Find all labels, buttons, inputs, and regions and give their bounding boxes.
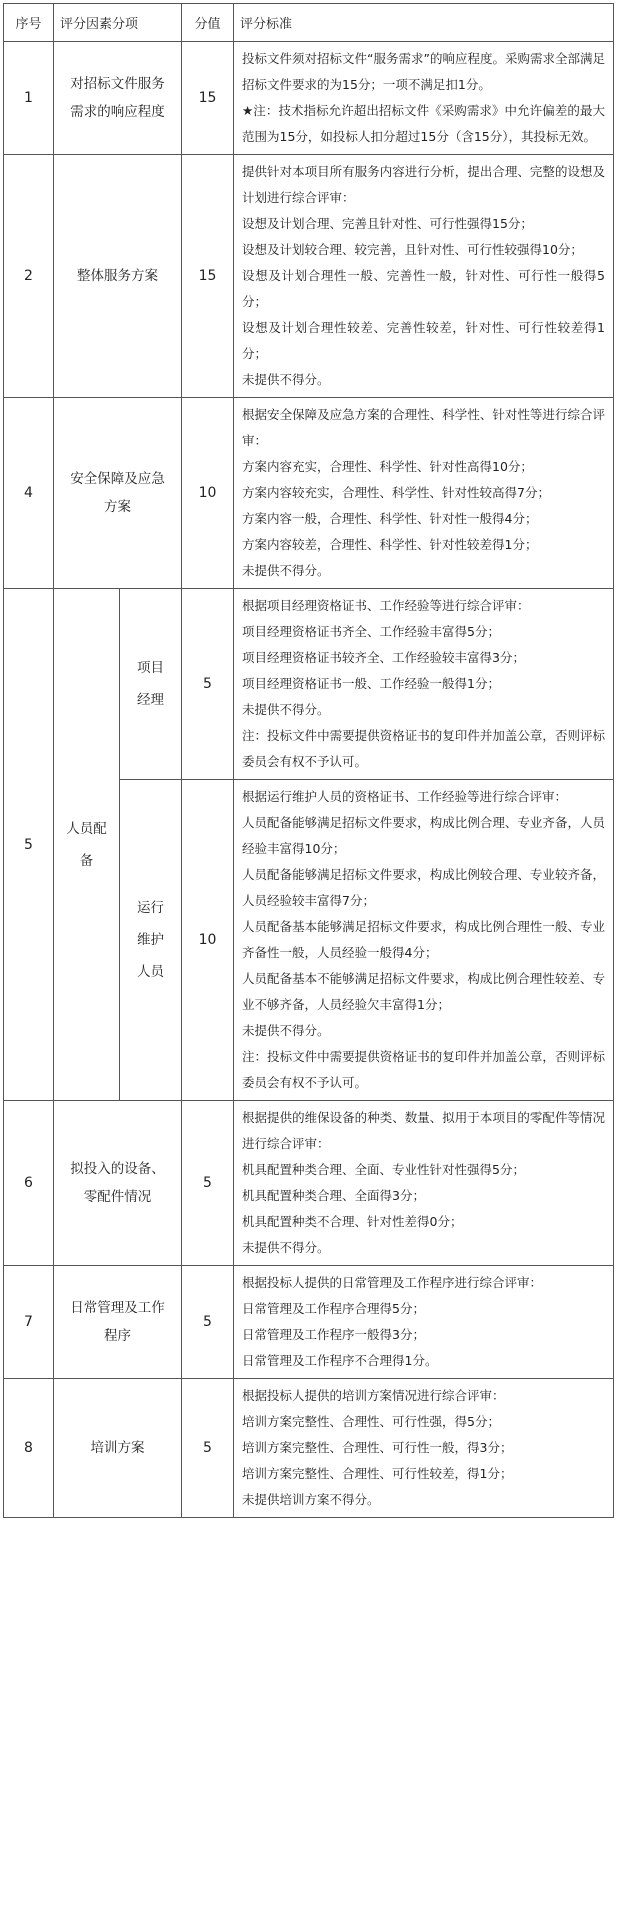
standard-line: 人员配备基本能够满足招标文件要求，构成比例合理性一般、专业齐备性一般，人员经验一般得4分； <box>242 919 606 960</box>
row-score: 15 <box>182 155 234 398</box>
standard-line: 方案内容较充实，合理性、科学性、针对性较高得7分； <box>242 485 550 500</box>
header-no: 序号 <box>4 4 54 42</box>
standard-line: 未提供不得分。 <box>242 702 330 717</box>
row-standard <box>234 589 614 780</box>
standard-line: 设想及计划合理、完善且针对性、可行性强得15分； <box>242 216 533 231</box>
standard-line: 人员配备能够满足招标文件要求，构成比例合理、专业齐备，人员经验丰富得10分； <box>242 815 606 856</box>
standard-line: 培训方案完整性、合理性、可行性强，得5分； <box>242 1414 500 1429</box>
standard-line: 注：投标文件中需要提供资格证书的复印件并加盖公章，否则评标委员会有权不予认可。 <box>242 728 606 769</box>
row-score: 5 <box>182 1101 234 1266</box>
sub-factor: 运行维护人员 <box>120 780 182 1101</box>
row-score: 5 <box>182 1379 234 1518</box>
table-row <box>4 155 614 398</box>
standard-line: 设想及计划合理性较差、完善性较差，针对性、可行性较差得1分； <box>242 320 606 361</box>
row-factor: 日常管理及工作程序 <box>54 1266 182 1379</box>
standard-line: 未提供不得分。 <box>242 1023 330 1038</box>
header-score: 分值 <box>182 4 234 42</box>
standard-line: 人员配备能够满足招标文件要求，构成比例较合理、专业较齐备，人员经验较丰富得7分； <box>242 867 606 908</box>
table-header-row <box>4 4 614 42</box>
standard-line: 项目经理资格证书较齐全、工作经验较丰富得3分； <box>242 650 525 665</box>
row-no: 5 <box>4 589 54 1101</box>
standard-line: 项目经理资格证书一般、工作经验一般得1分； <box>242 676 500 691</box>
standard-line: 注：投标文件中需要提供资格证书的复印件并加盖公章，否则评标委员会有权不予认可。 <box>242 1049 606 1090</box>
row-no: 6 <box>4 1101 54 1266</box>
table-row <box>4 42 614 155</box>
standard-line: 提供针对本项目所有服务内容进行分析，提出合理、完整的设想及计划进行综合评审： <box>242 164 606 205</box>
standard-line: 设想及计划合理性一般、完善性一般，针对性、可行性一般得5分； <box>242 268 606 309</box>
standard-line: 根据提供的维保设备的种类、数量、拟用于本项目的零配件等情况进行综合评审： <box>242 1110 606 1151</box>
row-standard <box>234 155 614 398</box>
row-standard <box>234 42 614 155</box>
row-score: 10 <box>182 780 234 1101</box>
standard-line: 培训方案完整性、合理性、可行性较差，得1分； <box>242 1466 513 1481</box>
row-no: 2 <box>4 155 54 398</box>
row-score: 5 <box>182 589 234 780</box>
row-factor: 人员配备 <box>54 589 120 1101</box>
standard-line: 机具配置种类合理、全面、专业性针对性强得5分； <box>242 1162 525 1177</box>
standard-line: 根据项目经理资格证书、工作经验等进行综合评审： <box>242 598 530 613</box>
standard-line: 培训方案完整性、合理性、可行性一般，得3分； <box>242 1440 513 1455</box>
row-no: 1 <box>4 42 54 155</box>
standard-line: 人员配备基本不能够满足招标文件要求，构成比例合理性较差、专业不够齐备，人员经验欠丰富得1分； <box>242 971 606 1012</box>
standard-line: 未提供不得分。 <box>242 563 330 578</box>
row-factor: 拟投入的设备、零配件情况 <box>54 1101 182 1266</box>
scoring-table <box>3 3 614 1518</box>
header-standard: 评分标准 <box>234 4 614 42</box>
standard-line: 根据运行维护人员的资格证书、工作经验等进行综合评审： <box>242 789 568 804</box>
row-standard <box>234 1101 614 1266</box>
standard-line: 投标文件须对招标文件“服务需求”的响应程度。采购需求全部满足招标文件要求的为15分；一项不满足扣1分。 <box>242 51 606 92</box>
row-score: 5 <box>182 1266 234 1379</box>
standard-line: 日常管理及工作程序不合理得1分。 <box>242 1353 438 1368</box>
row-factor: 整体服务方案 <box>54 155 182 398</box>
table-row <box>4 1266 614 1379</box>
row-score: 15 <box>182 42 234 155</box>
row-factor: 安全保障及应急方案 <box>54 398 182 589</box>
row-no: 7 <box>4 1266 54 1379</box>
row-no: 8 <box>4 1379 54 1518</box>
standard-line: 方案内容较差，合理性、科学性、针对性较差得1分； <box>242 537 538 552</box>
header-factor: 评分因素分项 <box>54 4 182 42</box>
standard-line: 根据安全保障及应急方案的合理性、科学性、针对性等进行综合评审： <box>242 407 606 448</box>
standard-line: 方案内容一般，合理性、科学性、针对性一般得4分； <box>242 511 538 526</box>
row-standard <box>234 1266 614 1379</box>
table-row <box>4 589 614 780</box>
standard-line: 机具配置种类合理、全面得3分； <box>242 1188 425 1203</box>
standard-line: ★注：技术指标允许超出招标文件《采购需求》中允许偏差的最大范围为15分，如投标人扣分超过15分（含15分），其投标无效。 <box>242 103 606 144</box>
standard-line: 未提供不得分。 <box>242 372 330 387</box>
standard-line: 未提供不得分。 <box>242 1240 330 1255</box>
row-standard <box>234 780 614 1101</box>
standard-line: 项目经理资格证书齐全、工作经验丰富得5分； <box>242 624 500 639</box>
standard-line: 日常管理及工作程序一般得3分； <box>242 1327 425 1342</box>
sub-factor: 项目经理 <box>120 589 182 780</box>
standard-line: 设想及计划较合理、较完善，且针对性、可行性较强得10分； <box>242 242 583 257</box>
table-row <box>4 1101 614 1266</box>
row-no: 4 <box>4 398 54 589</box>
standard-line: 根据投标人提供的培训方案情况进行综合评审： <box>242 1388 505 1403</box>
row-standard <box>234 398 614 589</box>
row-factor: 培训方案 <box>54 1379 182 1518</box>
standard-line: 根据投标人提供的日常管理及工作程序进行综合评审： <box>242 1275 543 1290</box>
standard-line: 未提供培训方案不得分。 <box>242 1492 380 1507</box>
standard-line: 日常管理及工作程序合理得5分； <box>242 1301 425 1316</box>
row-score: 10 <box>182 398 234 589</box>
table-row <box>4 1379 614 1518</box>
standard-line: 方案内容充实，合理性、科学性、针对性高得10分； <box>242 459 533 474</box>
row-factor: 对招标文件服务需求的响应程度 <box>54 42 182 155</box>
row-standard <box>234 1379 614 1518</box>
table-row <box>4 398 614 589</box>
standard-line: 机具配置种类不合理、针对性差得0分； <box>242 1214 463 1229</box>
